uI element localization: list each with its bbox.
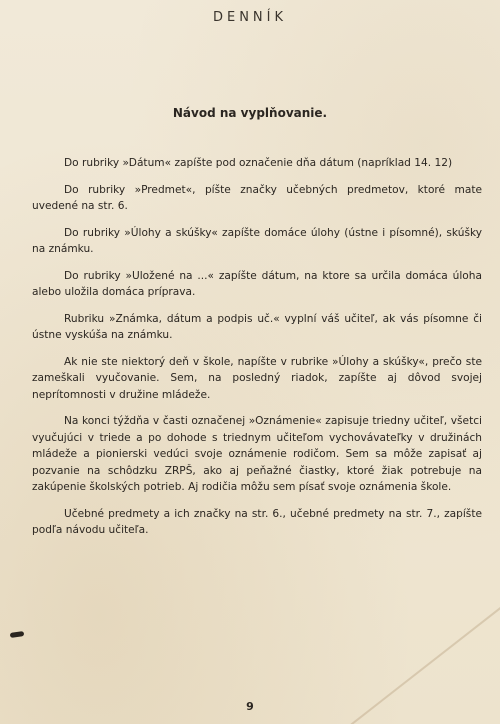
instructions-heading: Návod na vyplňovanie. bbox=[172, 106, 328, 120]
paragraph-oznamenie: Na konci týždňa v časti označenej »Oznámenie« zapisuje triedny učiteľ, všetci vyučujúci v triede a po dohode s triednym učiteľom vychovávateľky v družinách mládeže a pionierski vedúci svoje oznámenie rodičom. Sem sa môže zapisať aj pozvanie na schôdzku ZRPŠ, ako aj peňažné čiastky, ktoré žiak potrebuje na zakúpenie školských potrieb. Aj rodičia môžu sem písať svoje oznámenia škole. bbox=[32, 415, 482, 493]
paragraph-predmet: Do rubriky »Predmet«, píšte značky učebných predmetov, ktoré mate uvedené na str. 6. bbox=[32, 183, 482, 212]
ink-blot bbox=[10, 631, 25, 638]
paragraph-ulohy: Do rubriky »Úlohy a skúšky« zapíšte domáce úlohy (ústne i písomné), skúšky na známku. bbox=[32, 226, 482, 255]
page-number: 9 bbox=[246, 700, 254, 713]
paragraph-predmety: Učebné predmety a ich značky na str. 6., učebné predmety na str. 7., zapíšte podľa návodu učiteľa. bbox=[32, 507, 482, 536]
paragraph-znamka: Rubriku »Známka, dátum a podpis uč.« vyplní váš učiteľ, ak vás písomne či ústne vyskúša na známku. bbox=[32, 312, 482, 341]
instructions-body bbox=[32, 155, 482, 549]
paragraph-ulozene: Do rubriky »Uložené na ...« zapíšte dátum, na ktore sa určila domáca úloha alebo uložila domáca príprava. bbox=[32, 269, 482, 298]
paragraph-absence: Ak nie ste niektorý deň v škole, napíšte v rubrike »Úlohy a skúšky«, prečo ste zameškali vyučovanie. Sem, na posledný riadok, zapíšte aj dôvod svojej neprítomnosti v družine mládeže. bbox=[32, 355, 482, 401]
page-header: DENNÍK bbox=[212, 10, 288, 25]
paragraph-datum: Do rubriky »Dátum« zapíšte pod označenie dňa dátum (napríklad 14. 12) bbox=[64, 157, 453, 169]
